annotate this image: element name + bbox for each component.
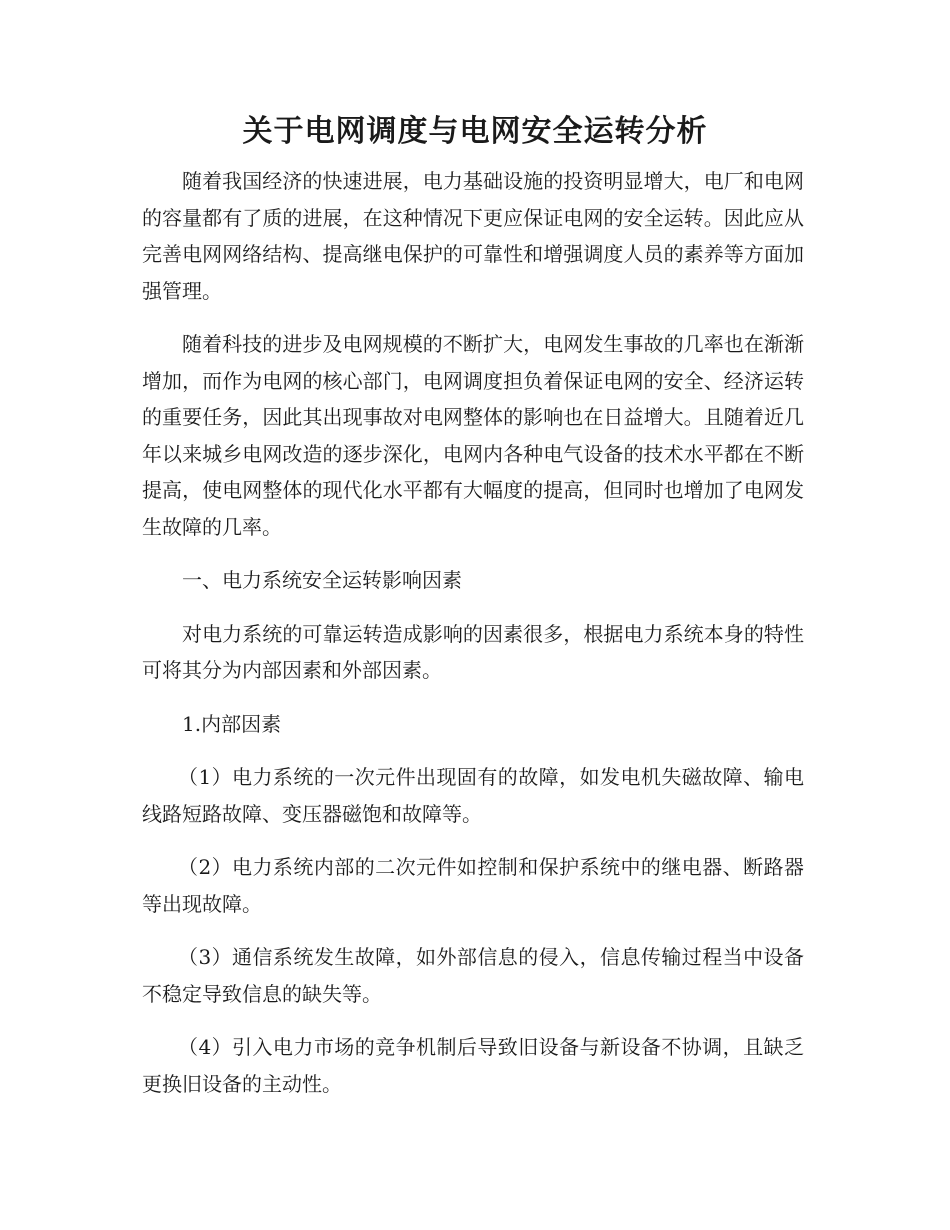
- document-title: 关于电网调度与电网安全运转分析: [242, 114, 708, 149]
- paragraph-background: 随着科技的进步及电网规模的不断扩大，电网发生事故的几率也在渐渐增加，而作为电网的核心部门，电网调度担负着保证电网的安全、经济运转的重要任务，因此其出现事故对电网整体的影响也在日益增大。且随着近几年以来城乡电网改造的逐步深化，电网内各种电气设备的技术水平都在不断提高，使电网整体的现代化水平都有大幅度的提高，但同时也增加了电网发生故障的几率。: [142, 332, 804, 539]
- paragraph-factors-overview: 对电力系统的可靠运转造成影响的因素很多，根据电力系统本身的特性可将其分为内部因素和外部因素。: [142, 621, 804, 682]
- list-item-internal-3: （3）通信系统发生故障，如外部信息的侵入，信息传输过程当中设备不稳定导致信息的缺失等。: [142, 945, 804, 1006]
- list-item-internal-2: （2）电力系统内部的二次元件如控制和保护系统中的继电器、断路器等出现故障。: [142, 855, 804, 916]
- list-item-internal-4: （4）引入电力市场的竞争机制后导致旧设备与新设备不协调，且缺乏更换旧设备的主动性。: [142, 1035, 804, 1096]
- section-heading-factors: 一、电力系统安全运转影响因素: [182, 568, 462, 592]
- subsection-heading-internal: 1.内部因素: [182, 711, 282, 736]
- document-body: [142, 163, 804, 1119]
- paragraph-intro: 随着我国经济的快速进展，电力基础设施的投资明显增大，电厂和电网的容量都有了质的进展，在这种情况下更应保证电网的安全运转。因此应从完善电网网络结构、提高继电保护的可靠性和增强调度人员的素养等方面加强管理。: [142, 169, 804, 303]
- list-item-internal-1: （1）电力系统的一次元件出现固有的故障，如发电机失磁故障、输电线路短路故障、变压器磁饱和故障等。: [142, 765, 804, 826]
